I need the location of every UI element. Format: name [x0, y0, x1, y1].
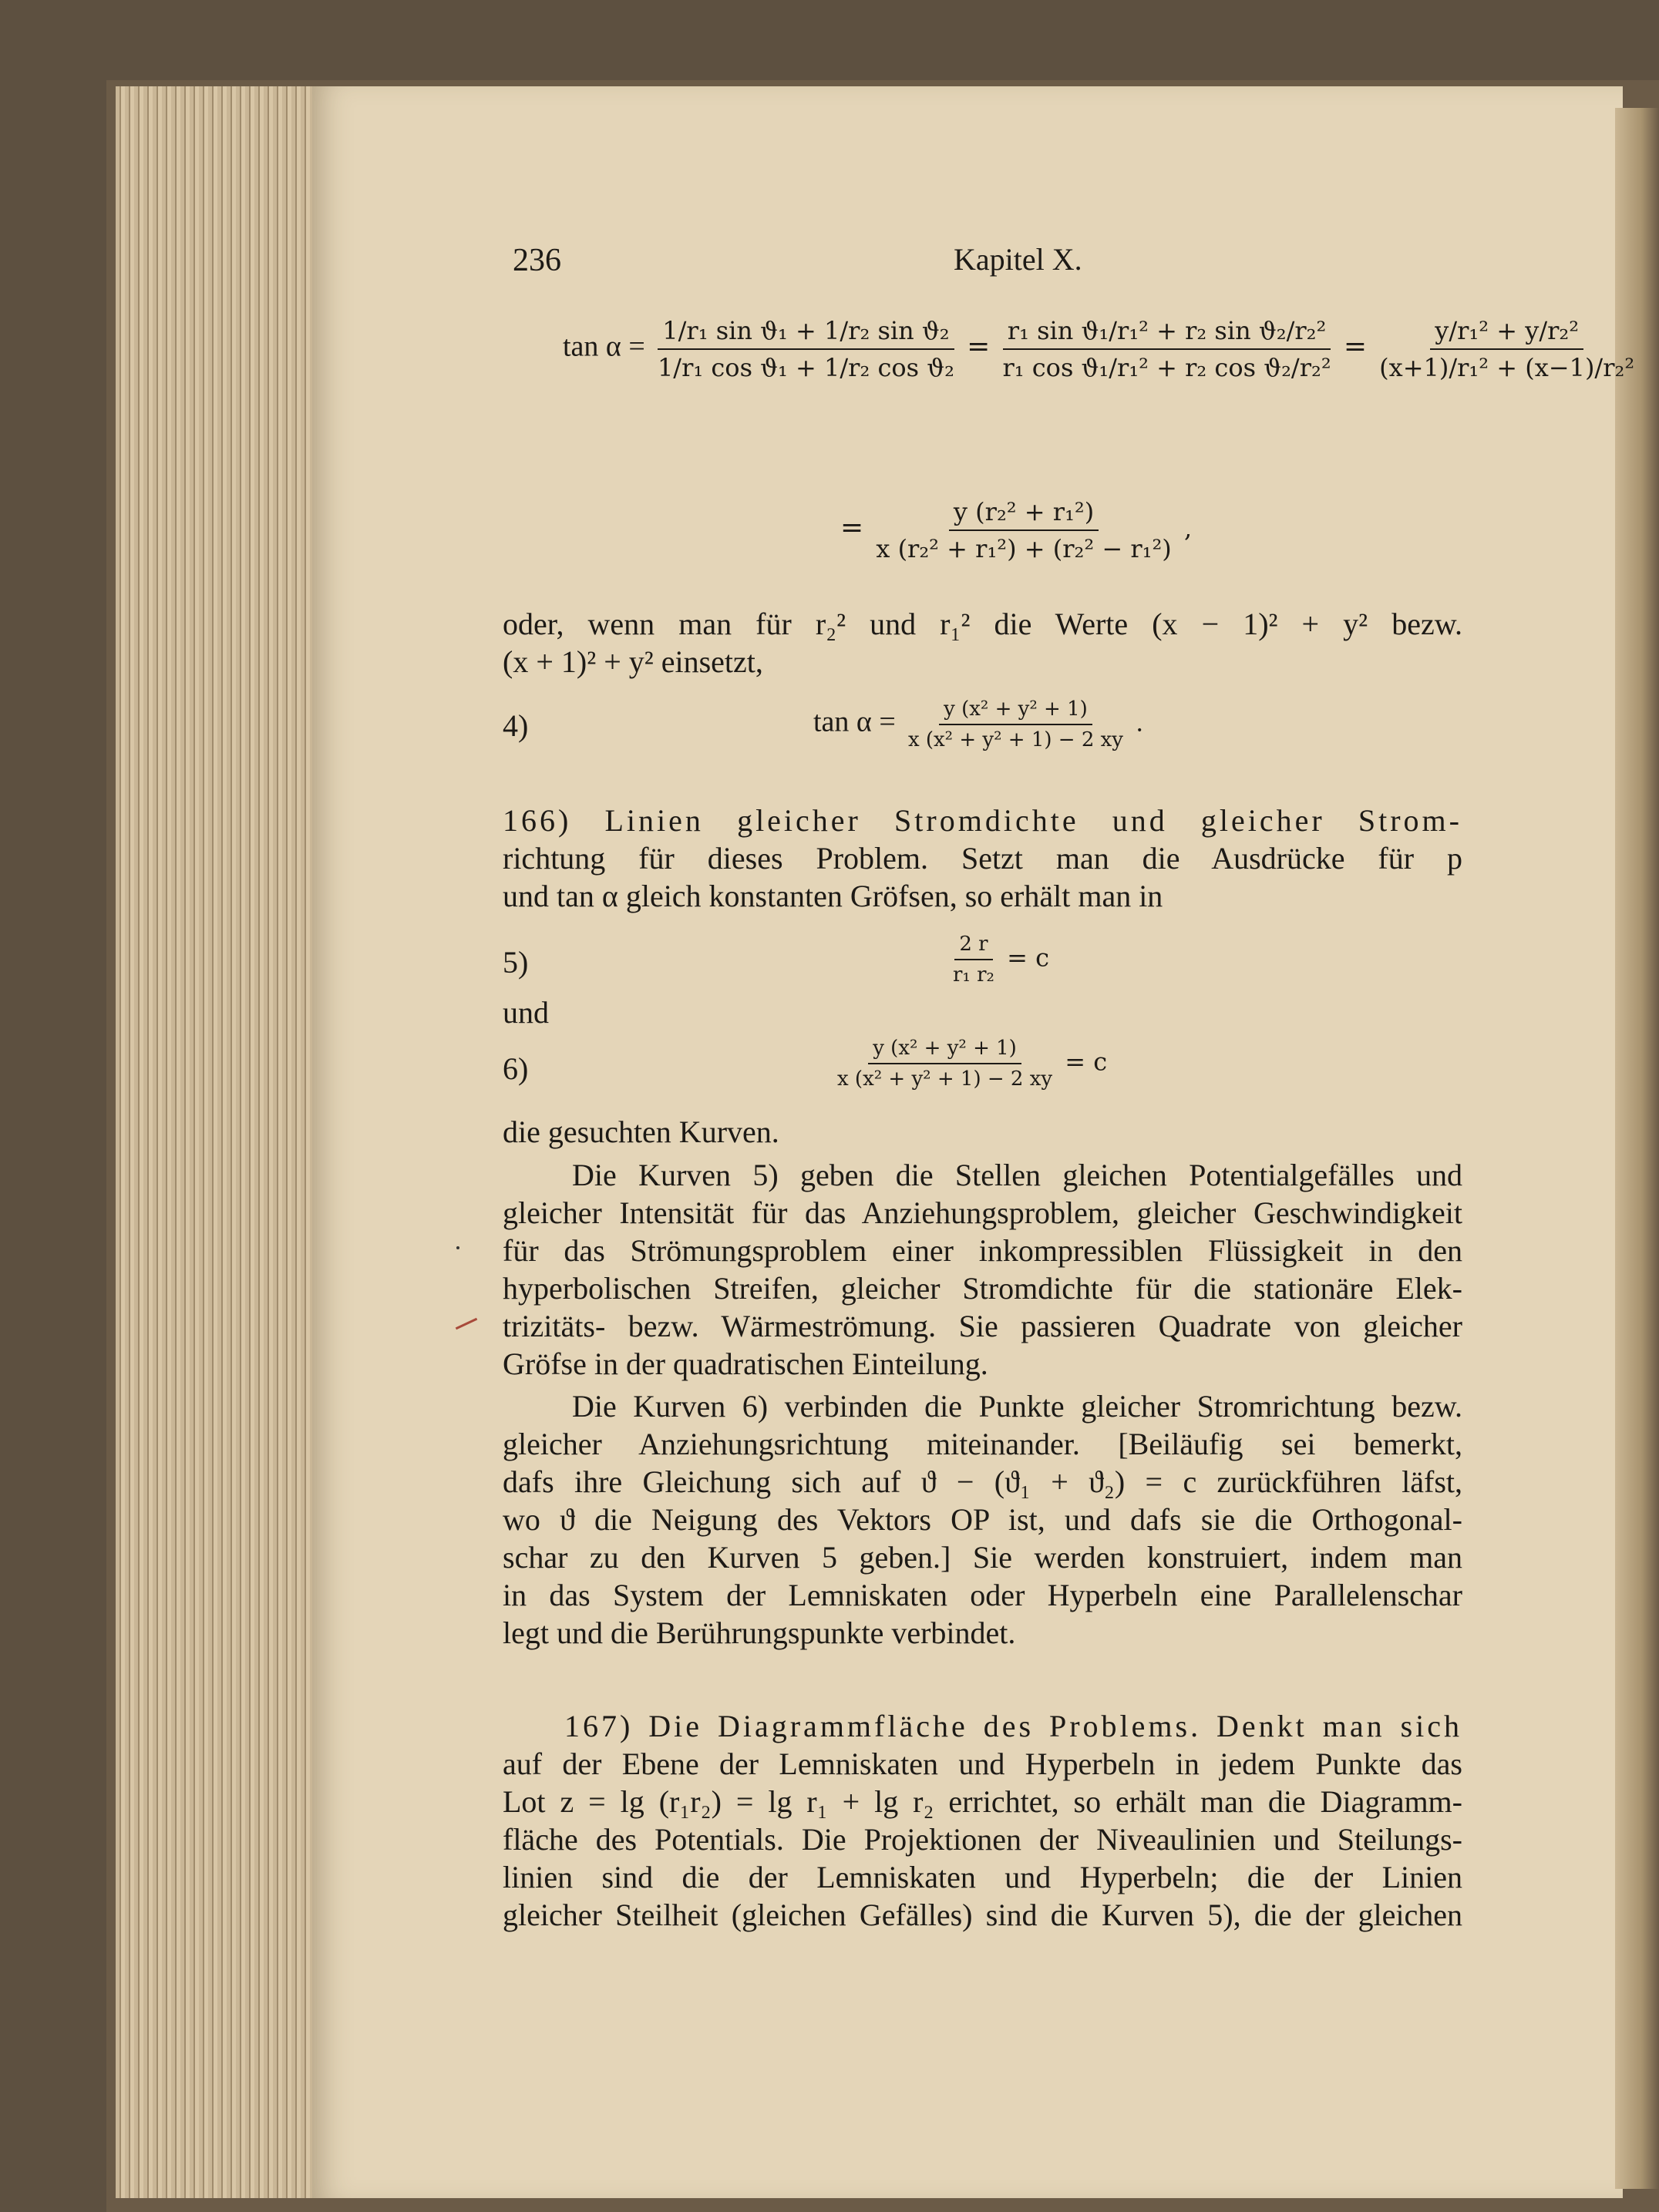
equation-tan-alpha-line2: = $\frac{\text{y (r₂² + r₁²)}}{\text{x (r₂² + r₁²) + (r₂² − r₁²)}}$ ,: [840, 497, 1193, 563]
text-line: Lot z = lg (r₁r₂) = lg r₁ + lg r₂ errichtet, so erhält man die Diagramm-: [503, 1784, 1462, 1819]
text-line: für das Strömungsproblem einer inkompressiblen Flüssigkeit in den: [503, 1233, 1462, 1268]
text-line: Gröfse in der quadratischen Einteilung.: [503, 1346, 988, 1381]
paragraph-kurven-5: [503, 1156, 1462, 1383]
eq6-fraction: [833, 1037, 1057, 1091]
text-line: gleicher Intensität für das Anziehungsproblem, gleicher Geschwindigkeit: [503, 1195, 1462, 1230]
text-line: trizitäts- bezw. Wärmeströmung. Sie passieren Quadrate von gleicher: [503, 1309, 1462, 1343]
eq6-denominator: x (x² + y² + 1) − 2 xy: [837, 1067, 1053, 1091]
text-die-gesuchten-kurven: die gesuchten Kurven.: [503, 1114, 779, 1149]
eq4-lhs: tan α =: [813, 705, 896, 738]
running-header: Kapitel X.: [954, 242, 1082, 277]
fraction-3-denominator: (x+1)/r₁² + (x−1)/r₂²: [1379, 353, 1635, 382]
text-line: gleicher Steilheit (gleichen Gefälles) sind die Kurven 5), die der gleichen: [503, 1898, 1462, 1932]
eq5-rhs: = c: [1007, 943, 1050, 973]
text-line: Die Kurven 5) geben die Stellen gleichen Potentialgefälles und: [572, 1158, 1462, 1192]
equation-5-label: 5): [503, 945, 529, 980]
text-line: auf der Ebene der Lemniskaten und Hyperbeln in jedem Punkte das: [503, 1746, 1462, 1781]
text-line: in das System der Lemniskaten oder Hyperbeln eine Parallelenschar: [503, 1578, 1462, 1612]
equation-4: [813, 698, 1143, 751]
fraction-3: [1375, 316, 1639, 382]
text-line: wo ϑ die Neigung des Vektors OP ist, und dafs sie die Orthogonal-: [503, 1502, 1462, 1537]
paragraph-kurven-6: [503, 1387, 1462, 1652]
section-167-heading: 167) Die Diagrammfläche des Problems. Denkt man sich: [564, 1709, 1462, 1743]
fraction-1: [653, 316, 959, 382]
fraction-1-denominator: 1/r₁ cos ϑ₁ + 1/r₂ cos ϑ₂: [657, 353, 954, 382]
section-166-heading: 166) Linien gleicher Stromdichte und gleicher Strom-: [503, 803, 1462, 838]
equation-4-label: 4): [503, 708, 529, 743]
text-line: gleicher Anziehungsrichtung miteinander. [Beiläufig sei bemerkt,: [503, 1427, 1462, 1461]
equation-5: [948, 933, 1049, 987]
fraction-1-numerator: 1/r₁ sin ϑ₁ + 1/r₂ sin ϑ₂: [658, 316, 954, 350]
text-line: Die Kurven 6) verbinden die Punkte gleicher Stromrichtung bezw.: [572, 1389, 1462, 1424]
eq5-fraction: [948, 933, 999, 987]
eq6-rhs: = c: [1065, 1047, 1108, 1077]
text-line: (x + 1)² + y² einsetzt,: [503, 644, 763, 679]
equation-6: [833, 1037, 1107, 1091]
eq4-fraction: [904, 698, 1128, 751]
paragraph-oder: [503, 605, 1462, 681]
text-line: legt und die Berührungspunkte verbindet.: [503, 1615, 1016, 1650]
page-edges: [116, 86, 324, 2198]
eq4-numerator: y (x² + y² + 1): [939, 698, 1092, 725]
equation-tan-alpha: tan α = $\frac{\text{1/r₁ sin ϑ₁ + 1/r₂ sin ϑ₂}}{\text{1/r₁ cos ϑ₁ + 1/r₂ cos ϑ₂}}$ = $\frac{\text{r₁ sin ϑ₁/r₁² + r₂ sin ϑ₂/r₂²}}{\text{r₁ cos ϑ₁/r₁² + r₂ cos ϑ₂/r₂²}}$ = $\frac{\text{y/r₁² + y/r₂²}}{\text{(x+1)/r₁² + (x−1)/r₂²}}$: [563, 316, 1639, 382]
text-line: schar zu den Kurven 5 geben.] Sie werden konstruiert, indem man: [503, 1540, 1462, 1575]
text-line: und tan α gleich konstanten Gröfsen, so erhält man in: [503, 879, 1163, 913]
eq6-numerator: y (x² + y² + 1): [868, 1037, 1021, 1064]
fraction-3-numerator: y/r₁² + y/r₂²: [1430, 316, 1583, 350]
equation-6-label: 6): [503, 1051, 529, 1086]
fraction-2-denominator: r₁ cos ϑ₁/r₁² + r₂ cos ϑ₂/r₂²: [1002, 353, 1331, 382]
fraction-4: [871, 497, 1176, 563]
text-line: linien sind die der Lemniskaten und Hyperbeln; die der Linien: [503, 1860, 1462, 1894]
page-number: 236: [513, 243, 561, 278]
text-line: hyperbolischen Streifen, gleicher Stromdichte für die stationäre Elek-: [503, 1271, 1462, 1306]
text-line: dafs ihre Gleichung sich auf ϑ − (ϑ₁ + ϑ₂) = c zurückführen läfst,: [503, 1464, 1462, 1499]
text-line: fläche des Potentials. Die Projektionen der Niveaulinien und Steilungs-: [503, 1822, 1462, 1857]
word-und: und: [503, 995, 549, 1030]
fraction-2: [998, 316, 1335, 382]
eq-comma: ,: [1183, 513, 1193, 543]
facing-page-edge: [1615, 108, 1659, 2189]
eq4-denominator: x (x² + y² + 1) − 2 xy: [907, 728, 1123, 751]
text-line: richtung für dieses Problem. Setzt man die Ausdrücke für p: [503, 841, 1462, 876]
fraction-4-numerator: y (r₂² + r₁²): [949, 497, 1099, 531]
fraction-2-numerator: r₁ sin ϑ₁/r₁² + r₂ sin ϑ₂/r₂²: [1003, 316, 1331, 350]
eq-lhs: tan α =: [563, 330, 645, 363]
fraction-4-denominator: x (r₂² + r₁²) + (r₂² − r₁²): [876, 534, 1172, 563]
paragraph-167: [503, 1707, 1462, 1934]
paragraph-166: [503, 802, 1462, 915]
eq5-denominator: r₁ r₂: [953, 963, 994, 987]
eq4-period: .: [1136, 708, 1144, 738]
text-line: oder, wenn man für r₂² und r₁² die Werte (x − 1)² + y² bezw.: [503, 607, 1462, 641]
ink-dot: [456, 1246, 459, 1249]
eq5-numerator: 2 r: [954, 933, 992, 960]
